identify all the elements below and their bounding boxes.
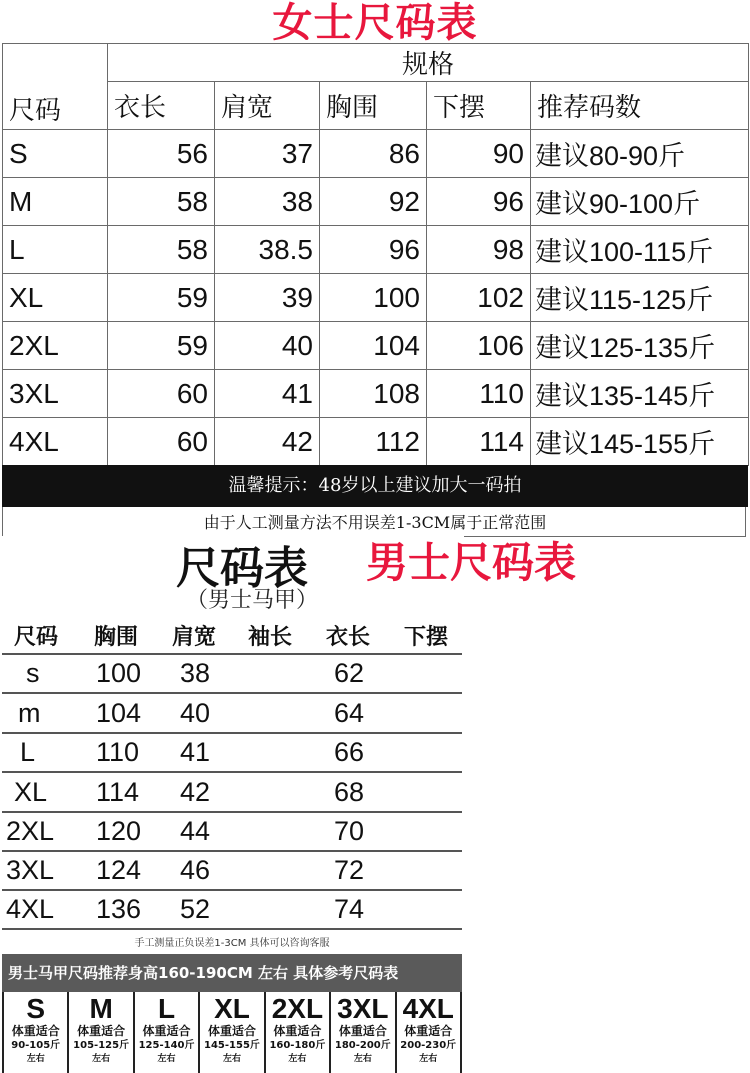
row-divider <box>2 771 462 773</box>
men-length-cell: 64 <box>334 698 365 728</box>
row-divider <box>2 653 462 655</box>
men-bust-cell: 110 <box>96 737 140 767</box>
men-shoulder-cell: 44 <box>180 816 211 846</box>
men-length-cell: 62 <box>334 658 365 688</box>
men-shoulder-cell: 40 <box>180 698 211 728</box>
men-size-cell: XL <box>14 777 48 807</box>
grid-weight-range: 90-105斤 <box>11 1040 61 1051</box>
shoulder-cell: 38.5 <box>215 226 320 274</box>
grid-size: S <box>26 993 46 1024</box>
length-cell: 59 <box>108 322 215 370</box>
grid-approx: 左右 <box>92 1054 111 1064</box>
table-row <box>3 322 749 370</box>
header-size: 尺码 <box>3 44 108 130</box>
grid-size: M <box>89 993 113 1024</box>
men-bust-cell: 104 <box>96 698 142 728</box>
hem-cell: 90 <box>427 130 531 178</box>
grid-weight-label: 体重适合 <box>273 1024 322 1038</box>
grid-weight-range: 125-140斤 <box>138 1040 195 1051</box>
size-cell: XL <box>3 274 108 322</box>
bust-cell: 112 <box>320 418 427 466</box>
men-bust-cell: 100 <box>96 658 142 688</box>
men-header-hem: 下摆 <box>404 625 449 650</box>
men-header-shoulder: 肩宽 <box>172 625 217 650</box>
header-length: 衣长 <box>108 82 215 130</box>
men-header-bust: 胸围 <box>94 625 139 650</box>
size-cell: L <box>3 226 108 274</box>
shoulder-cell: 38 <box>215 178 320 226</box>
weight-col-l <box>135 992 200 1073</box>
women-size-table <box>2 43 749 466</box>
weight-col-3xl <box>331 992 396 1073</box>
recommend-cell: 建议100-115斤 <box>531 226 749 274</box>
hem-cell: 110 <box>427 370 531 418</box>
men-shoulder-cell: 52 <box>180 894 211 924</box>
men-recommend-bar: 男士马甲尺码推荐身高160-190CM 左右 具体参考尺码表 <box>2 954 462 992</box>
men-chart-title: 尺码表 <box>176 543 308 594</box>
size-cell: S <box>3 130 108 178</box>
bust-cell: 96 <box>320 226 427 274</box>
row-divider <box>2 692 462 694</box>
men-vest-subtitle: （男士马甲） <box>186 588 319 613</box>
women-size-chart-title: 女士尺码表 <box>272 0 478 46</box>
grid-weight-label: 体重适合 <box>142 1024 191 1038</box>
men-measurement-note: 手工测量正负误差1-3CM 具体可以咨询客服 <box>134 938 330 949</box>
table-row <box>3 274 749 322</box>
row-divider <box>2 889 462 891</box>
measurement-note: 由于人工测量方法不用误差1-3CM属于正常范围 <box>203 513 547 532</box>
weight-col-4xl <box>397 992 462 1073</box>
grid-approx: 左右 <box>288 1054 307 1064</box>
shoulder-cell: 40 <box>215 322 320 370</box>
row-divider <box>2 811 462 813</box>
grid-weight-label: 体重适合 <box>338 1024 387 1038</box>
men-bust-cell: 124 <box>96 855 142 885</box>
size-cell: 3XL <box>3 370 108 418</box>
header-hem: 下摆 <box>427 82 531 130</box>
shoulder-cell: 39 <box>215 274 320 322</box>
men-length-cell: 68 <box>334 777 365 807</box>
grid-approx: 左右 <box>222 1054 241 1064</box>
weight-col-s <box>4 992 69 1073</box>
men-length-cell: 74 <box>334 894 365 924</box>
header-recommended: 推荐码数 <box>531 82 749 130</box>
row-divider <box>2 928 462 930</box>
size-cell: 2XL <box>3 322 108 370</box>
length-cell: 60 <box>108 370 215 418</box>
men-shoulder-cell: 42 <box>180 777 211 807</box>
hem-cell: 102 <box>427 274 531 322</box>
hem-cell: 106 <box>427 322 531 370</box>
grid-weight-range: 160-180斤 <box>269 1040 326 1051</box>
men-header-sleeve: 袖长 <box>248 625 293 650</box>
recommend-cell: 建议125-135斤 <box>531 322 749 370</box>
men-size-cell: L <box>20 737 36 767</box>
bust-cell: 92 <box>320 178 427 226</box>
header-spec-group: 规格 <box>108 44 749 82</box>
men-size-cell: s <box>26 658 40 688</box>
grid-size: 4XL <box>402 993 454 1024</box>
men-bust-cell: 120 <box>96 816 142 846</box>
men-header-size: 尺码 <box>14 625 59 650</box>
men-shoulder-cell: 46 <box>180 855 211 885</box>
length-cell: 58 <box>108 178 215 226</box>
recommend-cell: 建议80-90斤 <box>531 130 749 178</box>
men-shoulder-cell: 41 <box>180 737 211 767</box>
table-row <box>3 226 749 274</box>
row-divider <box>2 850 462 852</box>
table-row <box>3 418 749 466</box>
men-size-cell: 2XL <box>6 816 55 846</box>
shoulder-cell: 42 <box>215 418 320 466</box>
recommend-cell: 建议90-100斤 <box>531 178 749 226</box>
grid-weight-label: 体重适合 <box>207 1024 256 1038</box>
recommend-cell: 建议135-145斤 <box>531 370 749 418</box>
men-header-length: 衣长 <box>326 625 371 650</box>
length-cell: 60 <box>108 418 215 466</box>
grid-approx: 左右 <box>157 1054 176 1064</box>
header-bust: 胸围 <box>320 82 427 130</box>
grid-size: 3XL <box>337 993 389 1024</box>
men-size-cell: 3XL <box>6 855 55 885</box>
bust-cell: 108 <box>320 370 427 418</box>
men-bust-cell: 114 <box>96 777 140 807</box>
weight-col-2xl <box>266 992 331 1073</box>
grid-size: L <box>158 993 176 1024</box>
recommend-cell: 建议115-125斤 <box>531 274 749 322</box>
grid-weight-label: 体重适合 <box>77 1024 126 1038</box>
men-size-cell: 4XL <box>6 894 55 924</box>
weight-col-m <box>69 992 134 1073</box>
grid-approx: 左右 <box>419 1054 438 1064</box>
size-cell: M <box>3 178 108 226</box>
bust-cell: 86 <box>320 130 427 178</box>
grid-approx: 左右 <box>353 1054 372 1064</box>
grid-weight-range: 145-155斤 <box>204 1040 260 1051</box>
men-size-chart-title: 男士尺码表 <box>366 538 577 587</box>
table-row <box>3 130 749 178</box>
length-cell: 59 <box>108 274 215 322</box>
grid-size: 2XL <box>271 993 324 1024</box>
grid-weight-range: 180-200斤 <box>334 1040 391 1051</box>
grid-weight-label: 体重适合 <box>404 1024 453 1038</box>
row-divider <box>2 732 462 734</box>
length-cell: 56 <box>108 130 215 178</box>
warm-tip-banner: 温馨提示：48岁以上建议加大一码拍 <box>2 465 748 507</box>
bust-cell: 100 <box>320 274 427 322</box>
size-cell: 4XL <box>3 418 108 466</box>
recommend-cell: 建议145-155斤 <box>531 418 749 466</box>
hem-cell: 114 <box>427 418 531 466</box>
weight-col-xl <box>200 992 265 1073</box>
shoulder-cell: 37 <box>215 130 320 178</box>
men-shoulder-cell: 38 <box>180 658 211 688</box>
header-shoulder: 肩宽 <box>215 82 320 130</box>
shoulder-cell: 41 <box>215 370 320 418</box>
grid-weight-range: 105-125斤 <box>73 1040 130 1051</box>
grid-approx: 左右 <box>26 1054 45 1064</box>
bust-cell: 104 <box>320 322 427 370</box>
men-size-cell: m <box>18 698 41 728</box>
men-length-cell: 72 <box>334 855 365 885</box>
hem-cell: 98 <box>427 226 531 274</box>
men-bust-cell: 136 <box>96 894 142 924</box>
grid-weight-range: 200-230斤 <box>400 1040 457 1051</box>
grid-size: XL <box>214 993 250 1024</box>
men-length-cell: 66 <box>334 737 365 767</box>
table-row <box>3 178 749 226</box>
length-cell: 58 <box>108 226 215 274</box>
men-length-cell: 70 <box>334 816 365 846</box>
table-row <box>3 370 749 418</box>
men-weight-grid <box>2 992 462 1073</box>
hem-cell: 96 <box>427 178 531 226</box>
grid-weight-label: 体重适合 <box>11 1024 60 1038</box>
